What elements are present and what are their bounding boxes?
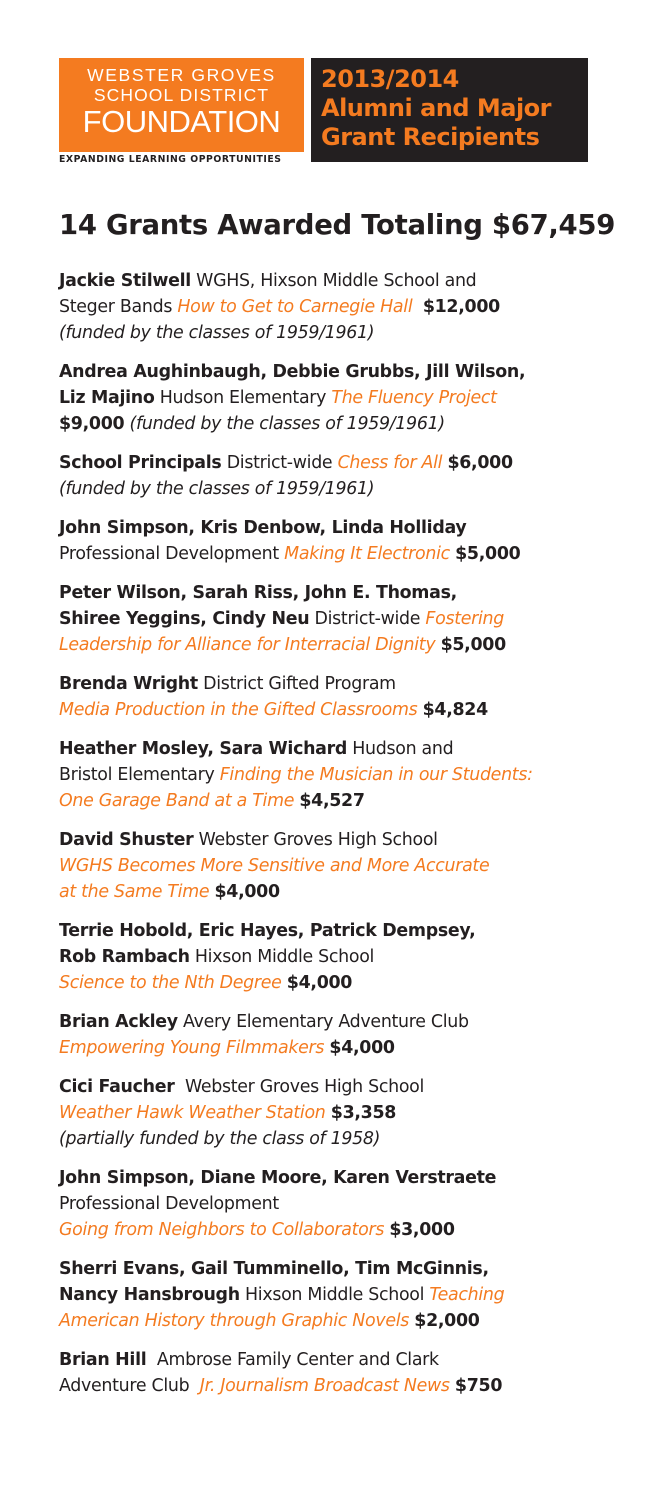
grant-project: One Garage Band at a Time bbox=[59, 791, 295, 811]
grant-item bbox=[59, 827, 619, 905]
grant-amount: $4,000 bbox=[214, 882, 280, 902]
grant-recipients: School Principals bbox=[59, 453, 222, 473]
grant-project: WGHS Becomes More Sensitive and More Accurate bbox=[59, 856, 490, 876]
grant-item bbox=[59, 1347, 619, 1399]
grant-note: (funded by the classes of 1959/1961) bbox=[59, 479, 375, 499]
logo-line-3: FOUNDATION bbox=[82, 104, 281, 139]
grant-location: Webster Groves High School bbox=[198, 830, 438, 850]
grant-location: Ambrose Family Center and Clark bbox=[156, 1350, 439, 1370]
grant-item bbox=[59, 1256, 619, 1334]
grant-project: Teaching bbox=[429, 1285, 505, 1305]
page-headline: 14 Grants Awarded Totaling $67,459 bbox=[59, 209, 616, 241]
grant-item bbox=[59, 918, 619, 996]
grant-location: Hixson Middle School bbox=[245, 1285, 425, 1305]
grant-amount: $3,000 bbox=[389, 1220, 455, 1240]
logo-line-2: SCHOOL DISTRICT bbox=[93, 85, 270, 105]
grant-project: How to Get to Carnegie Hall bbox=[177, 297, 413, 317]
foundation-logo bbox=[59, 58, 304, 152]
header bbox=[59, 58, 588, 166]
title-line-1: 2013/2014 bbox=[321, 65, 459, 93]
grant-recipients: Brian Hill bbox=[59, 1350, 147, 1370]
grant-project: The Fluency Project bbox=[331, 388, 497, 408]
grant-location: Bristol Elementary bbox=[59, 765, 215, 785]
grant-project: Leadership for Alliance for Interracial Dignity bbox=[59, 635, 436, 655]
grant-location: Steger Bands bbox=[59, 297, 173, 317]
grant-recipients: Peter Wilson, Sarah Riss, John E. Thomas, bbox=[59, 583, 457, 603]
grant-note: (funded by the classes of 1959/1961) bbox=[59, 323, 375, 343]
grant-amount: $2,000 bbox=[414, 1311, 480, 1331]
grant-item bbox=[59, 268, 619, 346]
grant-amount: $3,358 bbox=[330, 1103, 397, 1123]
grant-amount: $4,527 bbox=[299, 791, 365, 811]
grant-item bbox=[59, 515, 619, 567]
grant-project: Jr. Journalism Broadcast News bbox=[199, 1376, 450, 1396]
grant-project: Media Production in the Gifted Classrooms bbox=[59, 700, 418, 720]
logo-line-1: WEBSTER GROVES bbox=[87, 65, 276, 85]
grant-project: Chess for All bbox=[337, 453, 443, 473]
title-line-2: Alumni and Major bbox=[321, 94, 552, 122]
grant-recipients: Terrie Hobold, Eric Hayes, Patrick Dempsey, bbox=[59, 921, 476, 941]
grant-amount: $4,000 bbox=[286, 973, 353, 993]
grant-recipients: Rob Rambach bbox=[59, 947, 190, 967]
grant-recipients: Shiree Yeggins, Cindy Neu bbox=[59, 609, 310, 629]
grant-location: Adventure Club bbox=[59, 1376, 190, 1396]
grant-project: at the Same Time bbox=[59, 882, 210, 902]
grant-location: District-wide bbox=[226, 453, 333, 473]
grant-recipients: Brian Ackley bbox=[59, 1012, 178, 1032]
grant-item bbox=[59, 736, 619, 814]
grant-item bbox=[59, 580, 619, 658]
grant-project: Fostering bbox=[425, 609, 504, 629]
grant-recipients: John Simpson, Diane Moore, Karen Verstraete bbox=[59, 1168, 497, 1188]
grant-location: Professional Development bbox=[59, 544, 279, 564]
grant-location: Webster Groves High School bbox=[184, 1077, 425, 1097]
grant-project: American History through Graphic Novels bbox=[59, 1311, 410, 1331]
grant-recipients: Andrea Aughinbaugh, Debbie Grubbs, Jill Wilson, bbox=[59, 362, 526, 382]
grant-recipients: John Simpson, Kris Denbow, Linda Holliday bbox=[59, 518, 467, 538]
title-line-3: Grant Recipients bbox=[321, 123, 540, 151]
grant-amount: $5,000 bbox=[440, 635, 506, 655]
grant-project: Making It Electronic bbox=[284, 544, 450, 564]
grant-location: District-wide bbox=[314, 609, 421, 629]
grant-amount: $4,000 bbox=[329, 1038, 395, 1058]
grant-amount: $4,824 bbox=[422, 700, 488, 720]
grant-recipients: Cici Faucher bbox=[59, 1077, 175, 1097]
grant-project: Science to the Nth Degree bbox=[59, 973, 282, 993]
grant-location: Hudson Elementary bbox=[159, 388, 327, 408]
grant-item bbox=[59, 359, 619, 437]
logo-tagline: EXPANDING LEARNING OPPORTUNITIES bbox=[59, 154, 282, 165]
grant-project: Going from Neighbors to Collaborators bbox=[59, 1220, 385, 1240]
grant-project: Empowering Young Filmmakers bbox=[59, 1038, 325, 1058]
grant-item bbox=[59, 1074, 619, 1152]
grant-location: Avery Elementary Adventure Club bbox=[183, 1012, 469, 1032]
grant-recipients: Nancy Hansbrough bbox=[59, 1285, 240, 1305]
grant-amount: $12,000 bbox=[422, 297, 500, 317]
grant-item bbox=[59, 450, 619, 502]
grant-amount: $6,000 bbox=[447, 453, 513, 473]
grant-location: WGHS, Hixson Middle School and bbox=[196, 271, 477, 291]
grant-location: District Gifted Program bbox=[203, 674, 396, 694]
title-box bbox=[311, 58, 588, 162]
grant-project: Weather Hawk Weather Station bbox=[59, 1103, 326, 1123]
grant-location: Hixson Middle School bbox=[194, 947, 375, 967]
grant-item bbox=[59, 1009, 619, 1061]
grant-recipients: Jackie Stilwell bbox=[59, 271, 191, 291]
grant-item bbox=[59, 1165, 619, 1243]
grant-item bbox=[59, 671, 619, 723]
grant-recipients: Liz Majino bbox=[59, 388, 155, 408]
grant-recipients: Sherri Evans, Gail Tumminello, Tim McGinnis, bbox=[59, 1259, 489, 1279]
grant-project: Finding the Musician in our Students: bbox=[219, 765, 533, 785]
grant-list bbox=[59, 268, 619, 1412]
grant-note: (partially funded by the class of 1958) bbox=[59, 1129, 381, 1149]
grant-note: (funded by the classes of 1959/1961) bbox=[129, 414, 445, 434]
grant-recipients: Brenda Wright bbox=[59, 674, 198, 694]
grant-recipients: David Shuster bbox=[59, 830, 194, 850]
grant-location: Professional Development bbox=[59, 1194, 279, 1214]
grant-amount: $5,000 bbox=[455, 544, 521, 564]
grant-location: Hudson and bbox=[352, 739, 454, 759]
grant-amount: $9,000 bbox=[59, 414, 125, 434]
grant-recipients: Heather Mosley, Sara Wichard bbox=[59, 739, 348, 759]
grant-amount: $750 bbox=[454, 1376, 503, 1396]
